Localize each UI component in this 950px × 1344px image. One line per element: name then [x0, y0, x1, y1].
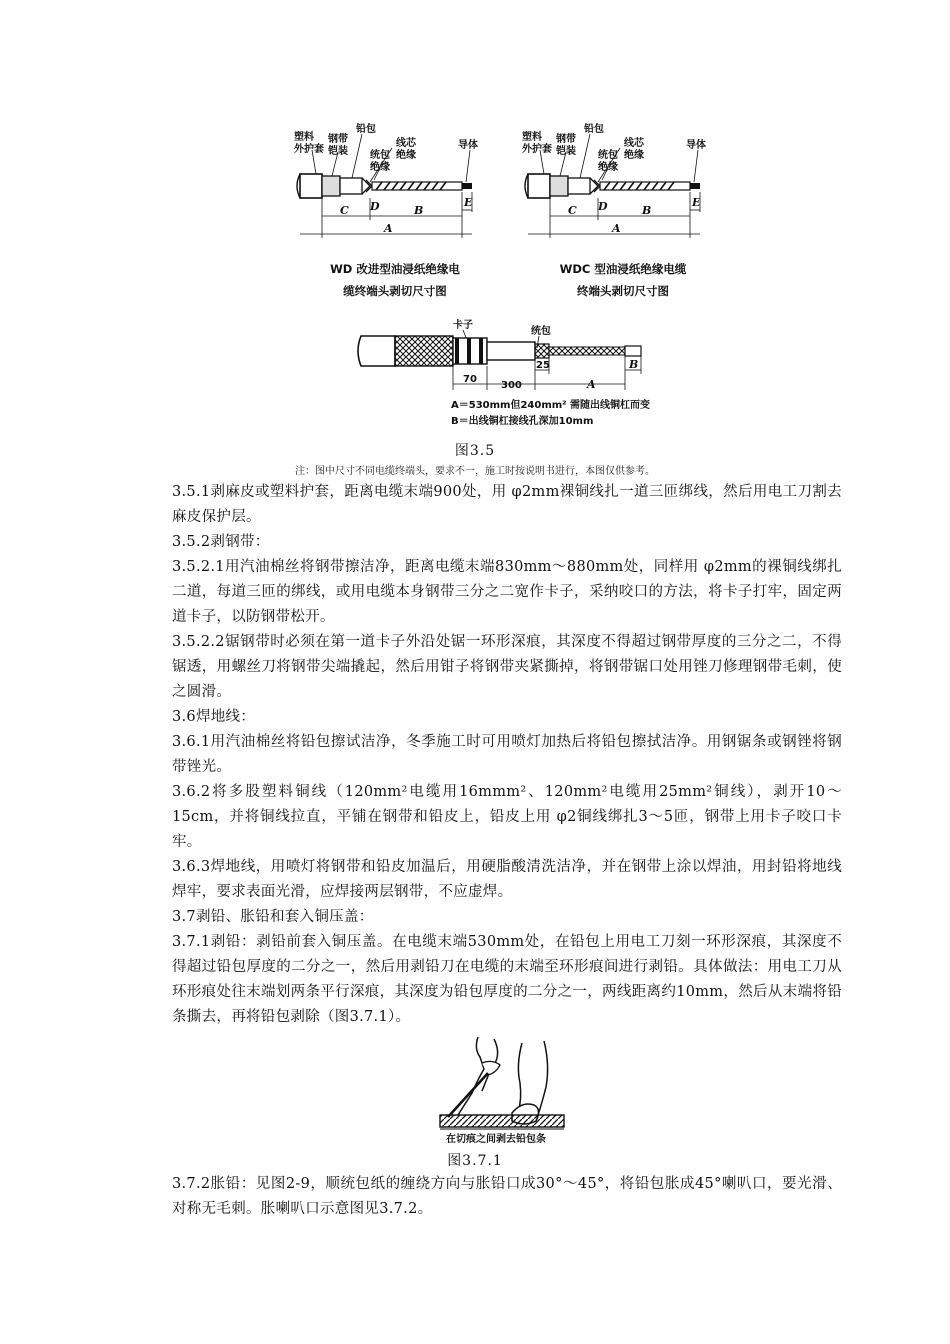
dim-70: 70: [463, 374, 477, 385]
figure-3-5-note: 注：图中尺寸不同电缆终端头，要求不一，施工时按说明书进行，本图仅供参考。: [295, 466, 655, 477]
paragraph-3-7-2: 3.7.2胀铅：见图2-9，顺统包纸的缠绕方向与胀铅口成30°～45°，将铅包胀成45°喇叭口，要光滑、对称无毛刺。胀喇叭口示意图见3.7.2。: [172, 1176, 842, 1217]
figure-title-wd-line2: 缆终端头剥切尺寸图: [343, 284, 447, 298]
paragraph-3-5-2: 3.5.2剥钢带：: [172, 534, 270, 550]
figure-title-wdc-line2: 终端头剥切尺寸图: [577, 284, 669, 298]
svg-text:铠装: 铠装: [328, 146, 348, 157]
paragraph-3-7-1: 3.7.1剥铅：剥铅前套入铜压盖。在电缆末端530mm处，在铅包上用电工刀刻一环形深痕，其深度不得超过铅包厚度的二分之一，然后用剥铅刀在电缆的末端至环形痕间进行剥铅。具体做法：用电工刀从环形痕处往末端划两条平行深痕，其深度为铅包厚度的二分之一，两线距离约10mm，然后从末端将铅条撕去，再将铅包剥除（图3.7.1）。: [172, 934, 842, 1025]
clamp-label: 卡子: [453, 320, 473, 331]
svg-text:E: E: [464, 196, 473, 209]
svg-text:导体: 导体: [458, 140, 478, 151]
svg-text:绝缘: 绝缘: [396, 150, 416, 161]
paragraph-3-7: 3.7剥铅、胀铅和套入铜压盖：: [172, 909, 374, 925]
svg-text:钢带: 钢带: [556, 134, 576, 145]
svg-text:钢带: 钢带: [328, 134, 348, 145]
svg-text:C: C: [568, 204, 577, 217]
paragraph-3-5-2-1: 3.5.2.1用汽油棉丝将钢带擦洁净，距离电缆末端830mm～880mm处，同样用 φ2mm的裸铜线绑扎二道，每道三匝的绑线，或用电缆本身钢带三分之二宽作卡子，采纳咬口的方法，将卡子打牢，固定两道卡子，以防钢带松开。: [172, 559, 842, 625]
cable-stripping-diagram-wdc: [518, 122, 718, 257]
svg-text:导体: 导体: [686, 140, 706, 151]
svg-text:D: D: [598, 200, 608, 213]
svg-text:C: C: [340, 204, 349, 217]
svg-text:B: B: [642, 204, 652, 217]
svg-text:铠装: 铠装: [556, 146, 576, 157]
cable-clamp-diagram: [355, 318, 655, 430]
paragraph-3-6-3: 3.6.3焊地线，用喷灯将钢带和铅皮加温后，用硬脂酸清洗洁净，并在钢带上涂以焊油，用封铅将地线焊牢，要求表面光滑，应焊接两层钢带，不应虚焊。: [172, 859, 842, 900]
svg-text:线芯: 线芯: [624, 138, 644, 149]
svg-text:铅包: 铅包: [584, 124, 604, 135]
svg-text:铅包: 铅包: [356, 124, 376, 135]
figure-3-5-caption: 图3.5: [454, 443, 496, 459]
figure-title-wdc: [528, 258, 718, 302]
svg-text:塑料: 塑料: [522, 132, 542, 143]
svg-text:D: D: [370, 200, 380, 213]
svg-text:统包: 统包: [598, 150, 618, 161]
svg-text:A: A: [612, 222, 621, 235]
dim-25: 25: [536, 360, 550, 371]
svg-text:绝缘: 绝缘: [370, 162, 390, 173]
paragraph-3-6: 3.6焊地线：: [172, 709, 256, 725]
paragraph-3-5-1: 3.5.1剥麻皮或塑料护套，距离电缆末端900处，用 φ2mm裸铜线扎一道三匝绑线，然后用电工刀割去麻皮保护层。: [172, 484, 842, 525]
figure-title-wd-line1: WD 改进型油浸纸绝缘电: [330, 262, 460, 276]
paragraph-3-5-2-2: 3.5.2.2锯钢带时必须在第一道卡子外沿处锯一环形深痕，其深度不得超过钢带厚度的三分之二，不得锯透，用螺丝刀将钢带尖端撬起，然后用钳子将钢带夹紧撕掉，将钢带锯口处用锉刀修理钢带毛刺，使之圆滑。: [172, 634, 842, 700]
cable-stripping-diagram-wd: [290, 122, 490, 257]
svg-text:B: B: [414, 204, 424, 217]
svg-text:塑料: 塑料: [294, 132, 314, 143]
paragraph-3-6-2: 3.6.2将多股塑料铜线（120mm²电缆用16mmm²、120mm²电缆用25mm²铜线），剥开10～15cm，并将铜线拉直，平铺在钢带和铅皮上，铅皮上用 φ2铜线绑扎3～5匝，钢带上用卡子咬口卡牢。: [172, 784, 842, 850]
figure-3-7-1-caption: 图3.7.1: [447, 1153, 503, 1169]
svg-text:外护套: 外护套: [522, 144, 552, 155]
svg-text:E: E: [692, 196, 701, 209]
paragraph-3-6-1: 3.6.1用汽油棉丝将铅包擦试洁净，冬季施工时可用喷灯加热后将铅包擦拭洁净。用钢锯条或钢锉将钢带锉光。: [172, 734, 842, 775]
svg-text:绝缘: 绝缘: [624, 150, 644, 161]
legend-a: A＝530mm但240mm² 需随出线铜杠而变: [451, 400, 651, 411]
figure-title-wd: [300, 258, 490, 302]
legend-b: B＝出线铜杠接线孔深加10mm: [451, 416, 594, 427]
dim-300: 300: [501, 380, 522, 391]
belt-label: 统包: [531, 326, 551, 337]
lead-stripping-illustration: [438, 1035, 568, 1145]
svg-text:统包: 统包: [370, 150, 390, 161]
svg-text:外护套: 外护套: [294, 144, 324, 155]
figure-3-7-1-label: 在切痕之间剥去铅包条: [446, 1134, 546, 1145]
svg-text:绝缘: 绝缘: [598, 162, 618, 173]
dim-b: B: [629, 358, 639, 371]
svg-text:线芯: 线芯: [396, 138, 416, 149]
dim-a: A: [587, 378, 596, 391]
svg-text:A: A: [384, 222, 393, 235]
figure-title-wdc-line1: WDC 型油浸纸绝缘电缆: [559, 262, 687, 276]
